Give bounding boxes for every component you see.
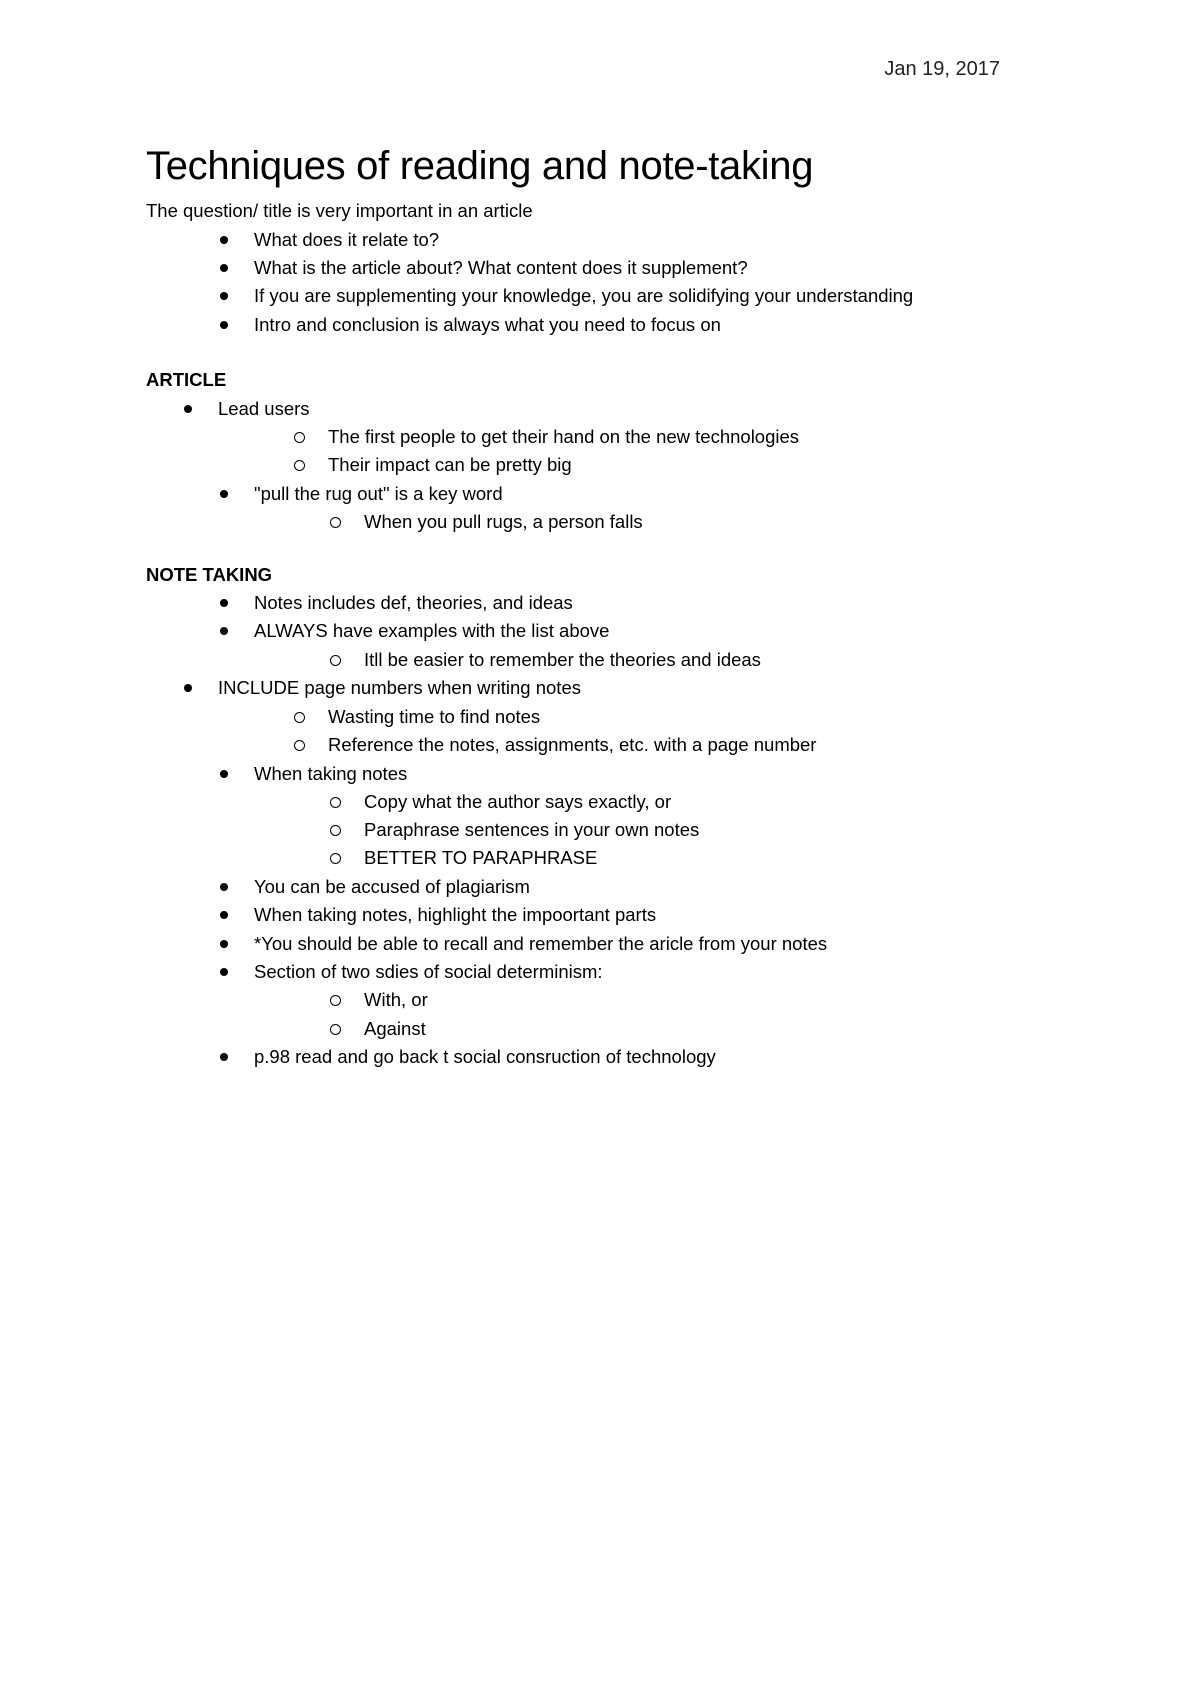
list-item: Copy what the author says exactly, or [364,791,672,812]
list-item: When you pull rugs, a person falls [364,511,643,532]
list-item: "pull the rug out" is a key word [254,483,503,504]
list-item: INCLUDE page numbers when writing notes [218,677,581,698]
article-heading: ARTICLE [146,369,227,390]
list-item: The first people to get their hand on the new technologies [328,426,800,447]
list-item: ALWAYS have examples with the list above [254,620,610,641]
list-item: Paraphrase sentences in your own notes [364,819,700,840]
bullet-icon [220,1053,228,1061]
bullet-icon [220,292,228,300]
list-item: Reference the notes, assignments, etc. with a page number [328,734,817,755]
bullet-icon [220,770,228,778]
list-item: You can be accused of plagiarism [254,876,530,897]
hollow-bullet-icon [330,517,341,528]
bullet-icon [220,968,228,976]
intro-item: What is the article about? What content does it supplement? [254,257,748,278]
intro-item: If you are supplementing your knowledge, you are solidifying your understanding [254,285,914,306]
list-item: Wasting time to find notes [328,706,541,727]
bullet-icon [220,599,228,607]
hollow-bullet-icon [294,740,305,751]
hollow-bullet-icon [294,712,305,723]
list-item: BETTER TO PARAPHRASE [364,847,598,868]
intro-item: What does it relate to? [254,229,440,250]
list-item: Section of two sdies of social determinism: [254,961,603,982]
hollow-bullet-icon [330,853,341,864]
hollow-bullet-icon [330,797,341,808]
note-taking-heading: NOTE TAKING [146,564,273,585]
hollow-bullet-icon [330,825,341,836]
list-item: Lead users [218,398,310,419]
list-item: Their impact can be pretty big [328,454,572,475]
document-date: Jan 19, 2017 [884,58,1000,80]
bullet-icon [220,940,228,948]
intro-text: The question/ title is very important in an article [146,200,533,221]
list-item: p.98 read and go back t social consruction of technology [254,1046,716,1067]
list-item: Itll be easier to remember the theories and ideas [364,649,761,670]
hollow-bullet-icon [330,995,341,1006]
bullet-icon [220,627,228,635]
hollow-bullet-icon [294,432,305,443]
intro-item: Intro and conclusion is always what you need to focus on [254,314,721,335]
list-item: When taking notes, highlight the impoortant parts [254,904,657,925]
bullet-icon [220,883,228,891]
bullet-icon [220,490,228,498]
bullet-icon [220,264,228,272]
list-item: When taking notes [254,763,408,784]
bullet-icon [184,405,192,413]
bullet-icon [220,321,228,329]
list-item: With, or [364,989,428,1010]
list-item: Against [364,1018,426,1039]
hollow-bullet-icon [330,655,341,666]
bullet-icon [220,911,228,919]
hollow-bullet-icon [330,1024,341,1035]
document-title: Techniques of reading and note-taking [146,144,814,188]
list-item: Notes includes def, theories, and ideas [254,592,573,613]
list-item: *You should be able to recall and remember the aricle from your notes [254,933,828,954]
bullet-icon [184,684,192,692]
bullet-icon [220,236,228,244]
hollow-bullet-icon [294,460,305,471]
